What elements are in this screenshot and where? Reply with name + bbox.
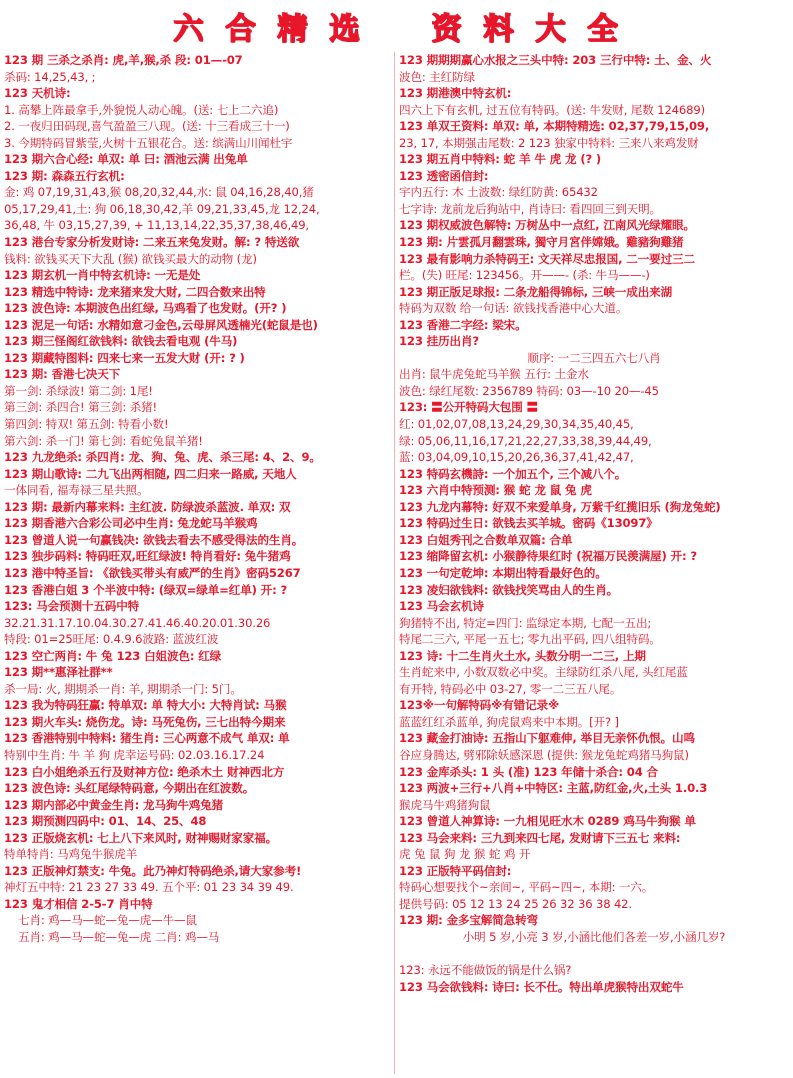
text-line: 红: 01,02,07,08,13,24,29,30,34,35,40,45, <box>399 417 634 432</box>
text-line: 钱料: 欲钱买天下大乱 (猴) 欲钱买最大的动物 (龙) <box>4 251 257 266</box>
title-char: 六 <box>173 12 206 47</box>
text-line: 36,48, 牛 03,15,27,39, + 11,13,14,22,35,37,38,46,49, <box>4 218 309 233</box>
text-line: 特码为双数 给一句话: 欲钱找香港中心大道。 <box>399 301 628 316</box>
text-line: 第三剑: 杀四合! 第三剑: 杀猪! <box>4 400 157 415</box>
left-column <box>4 52 394 1074</box>
text-line: 23, 17, 本期强击尾数: 2 123 独家中特料: 三来八来鸡发财 <box>399 135 699 150</box>
text-line: 生肖蛇来中, 小数双数必中奖。主绿防红杀八尾, 头红尾蓝 <box>399 665 688 680</box>
section-heading: 123 九龙内幕特: 好双不来爱单身, 万紫千红揽旧乐 (狗龙兔蛇) <box>399 499 721 514</box>
text-line: 有开特, 特码必中 03-27, 零一二三五八尾。 <box>399 681 622 696</box>
text-line: 五肖: 鸡—马—蛇—兔—虎 二肖: 鸡—马 <box>18 929 220 944</box>
section-heading: 123 波色诗: 头红尾绿特码意, 今期出在红波数。 <box>4 781 255 796</box>
text-line: 第四剑: 特双! 第五剑: 特看小数! <box>4 417 169 432</box>
title-char: 精 <box>277 12 310 47</box>
text-line: 小明 5 岁,小亮 3 岁,小涵比他们各差一岁,小涵几岁? <box>462 929 726 944</box>
text-line: 神灯五中特: 21 23 27 33 49. 五个平: 01 23 34 39 49. <box>4 880 294 895</box>
text-line: 杀码: 14,25,43, ; <box>4 69 96 84</box>
text-line: 七肖: 鸡—马—蛇—兔—虎—牛—鼠 <box>18 913 197 928</box>
text-line: 第一剑: 杀绿波! 第二剑: 1尾! <box>4 383 153 398</box>
section-heading: 123 六肖中特预测: 猴 蛇 龙 鼠 兔 虎 <box>399 483 592 498</box>
text-line: 四六上下有玄机, 过五位有特码。(送: 牛发财, 尾数 124689) <box>399 102 705 117</box>
text-line: 特单特肖: 马鸡兔牛猴虎羊 <box>4 847 138 862</box>
section-heading: 123 单双王资料: 单双: 单, 本期特精选: 02,37,79,15,09, <box>399 119 710 134</box>
text-line: 蓝蓝红红杀蓝单, 狗虎鼠鸡来中本期。[开? ] <box>399 714 619 729</box>
text-line: 狗猪特不出, 特定=四门: 监绿定本期, 七配一五出; <box>399 615 652 630</box>
section-heading: 123 期港澳中特玄机: <box>399 86 512 101</box>
section-heading: 123: 马会预测十五码中特 <box>4 599 140 614</box>
title-char: 料 <box>483 12 516 47</box>
section-heading: 123: 〓公开特码大包围 〓 <box>399 400 539 415</box>
section-heading: 123 白小姐绝杀五行及财神方位: 绝杀木土 财神西北方 <box>4 764 285 779</box>
section-heading: 123 诗: 十二生肖火土水, 头数分明一二三, 上期 <box>399 648 646 663</box>
section-heading: 123 期权威波色解特: 万树丛中一点红, 江南风光绿耀眼。 <box>399 218 695 233</box>
text-line: 特尾二三六, 平尾一五七; 零九出平码, 四八组特码。 <box>399 632 661 647</box>
text-line: 猴虎马牛鸡猪狗鼠 <box>399 797 491 812</box>
section-heading: 123 凌妇欲钱料: 欲钱找笑骂由人的生肖。 <box>399 582 619 597</box>
section-heading: 123 波色诗: 本期波色出红绿, 马鸡看了也发财。(开? ) <box>4 301 287 316</box>
text-line: 波色: 绿红尾数: 2356789 特码: 03—-10 20—-45 <box>399 383 659 398</box>
section-heading: 123 期五肖中特料: 蛇 羊 牛 虎 龙 (? ) <box>399 152 602 167</box>
section-heading: 123 我为特码狂赢: 特单双: 单 特大小: 大特肖试: 马猴 <box>4 698 287 713</box>
text-line: 特段: 01=25旺尾: 0.4.9.6波路: 蓝波红波 <box>4 632 219 647</box>
text-line: 金: 鸡 07,19,31,43,猴 08,20,32,44,水: 鼠 04,16,28,40,猪 <box>4 185 314 200</box>
section-heading: 123 港中特圣旨: 《欲钱买带头有威严的生肖》密码5267 <box>4 565 301 580</box>
text-line: 特码心想要找个~亲间~, 平码~四~, 本期: 一六。 <box>399 880 654 895</box>
section-heading: 123 期**惠泽社群** <box>4 665 113 680</box>
two-column-body <box>4 52 789 1074</box>
section-heading: 123 一句定乾坤: 本期出特看最好色的。 <box>399 565 607 580</box>
section-heading: 123 曾道人神算诗: 一九相见旺水木 0289 鸡马牛狗猴 单 <box>399 814 696 829</box>
section-heading: 123 金库杀头: 1 头 (准) 123 年储十杀合: 04 合 <box>399 764 658 779</box>
section-heading: 123 精选中特诗: 龙来猪来发大财, 二四合数来出特 <box>4 284 266 299</box>
title-char: 选 <box>329 12 362 47</box>
text-line: 1. 高攀上阵最拿手,外貌悦人动心魄。(送: 七上二六追) <box>4 102 279 117</box>
section-heading: 123 两波+三行+八肖+中特区: 主蓝,防红金,火,土头 1.0.3 <box>399 781 708 796</box>
text-line: 3. 今期特码冒紫莹,火树十五银花合。送: 缤满山川闻杜宇 <box>4 135 293 150</box>
text-line: 出肖: 鼠牛虎兔蛇马羊猴 五行: 土金水 <box>399 367 589 382</box>
section-heading: 123 空亡两肖: 牛 兔 123 白姐波色: 红绿 <box>4 648 222 663</box>
section-heading: 123 正版神灯禁支: 牛兔。此乃神灯特码绝杀,请大家参考! <box>4 863 302 878</box>
section-heading: 123 期火车头: 烧伤龙。诗: 马死兔伤, 三七出特今期来 <box>4 714 286 729</box>
section-heading: 123 最有影响力杀特码王: 文天祥尽忠报国, 二一要过三二 <box>399 251 695 266</box>
text-line: 绿: 05,06,11,16,17,21,22,27,33,38,39,44,49, <box>399 433 652 448</box>
section-heading: 123 香港特别中特料: 猪生肖: 三心两意不成气 单双: 单 <box>4 731 290 746</box>
section-heading: 123 港台专家分析发财诗: 二来五来兔发财。解: ? 特送欲 <box>4 235 300 250</box>
section-heading: 123 鬼才相信 2-5-7 肖中特 <box>4 896 153 911</box>
title-char: 全 <box>587 12 620 47</box>
text-line: 虎 兔 鼠 狗 龙 猴 蛇 鸡 开 <box>399 847 531 862</box>
section-heading: 123 期: 片雲孤月翻雲珠, 獨守月宮伴嫦娥。雞豬狗雞猪 <box>399 235 684 250</box>
text-line: 蓝: 03,04,09,10,15,20,26,36,37,41,42,47, <box>399 450 634 465</box>
section-heading: 123 马会来料: 三九到来四七尾, 发财请下三五七 来料: <box>399 830 681 845</box>
text-line: 第六剑: 杀一门! 第七剑: 看蛇兔鼠羊猪! <box>4 433 203 448</box>
section-heading: 123 挂历出肖? <box>399 334 479 349</box>
text-line: 波色: 主红防绿 <box>399 69 475 84</box>
section-heading: 123 期: 香港七决天下 <box>4 367 121 382</box>
section-heading: 123 期山歌诗: 二九飞出两相随, 四二归来一路威, 天地人 <box>4 466 297 481</box>
text-line: 特别中生肖: 牛 羊 狗 虎幸运号码: 02.03.16.17.24 <box>4 747 265 762</box>
text-line: 2. 一夜归田码现,喜气盈盈三八现。(送: 十三看成三十一) <box>4 119 290 134</box>
section-heading: 123 香港二字经: 梁宋。 <box>399 317 527 332</box>
section-heading: 123 透密函信封: <box>399 168 489 183</box>
text-line: 一体同看, 福寿禄三星共照。 <box>4 483 149 498</box>
section-heading: 123 期香港六合彩公司必中生肖: 兔龙蛇马羊猴鸡 <box>4 516 258 531</box>
section-heading: 123 天机诗: <box>4 86 71 101</box>
text-line: 32.21.31.17.10.04.30.27.41.46.40.20.01.30.26 <box>4 615 271 630</box>
section-heading: 123 白姐秀刊之合数单双篇: 合单 <box>399 532 573 547</box>
section-heading: 123 期: 最新内幕来料: 主红波. 防绿波杀蓝波. 单双: 双 <box>4 499 291 514</box>
title-char: 资 <box>431 12 464 47</box>
section-heading: 123 曾道人说一句赢钱决: 欲钱去看去不感受得法的生肖。 <box>4 532 304 547</box>
section-heading: 123※一句解特码※有错记录※ <box>399 698 560 713</box>
section-heading: 123 期六合心经: 单双: 单 曰: 酒池云满 出兔单 <box>4 152 248 167</box>
text-line: 谷应身腾达, 劈邪除妖感深恩 (提供: 猴龙兔蛇鸡猪马狗鼠) <box>399 747 689 762</box>
section-heading: 123 期三怪阁红欲钱料: 欲钱去看电观 (牛马) <box>4 334 238 349</box>
section-heading: 123 马会玄机诗 <box>399 599 484 614</box>
section-heading: 123 藏金打油诗: 五指山下躯难伸, 举目无亲怀仇恨。山鸣 <box>399 731 695 746</box>
page-title <box>4 0 789 52</box>
section-heading: 123 期 三杀之杀肖: 虎,羊,猴,杀 段: 01—-07 <box>4 53 243 67</box>
text-line: 栏。(失) 旺尾: 123456。开——- (杀: 牛马——-) <box>399 268 650 283</box>
section-heading: 123 期: 金多宝解简急转弯 <box>399 913 539 928</box>
text-line: 提供号码: 05 12 13 24 25 26 32 36 38 42. <box>399 896 632 911</box>
section-heading: 123 期玄机一肖中特玄机诗: 一无是处 <box>4 268 201 283</box>
section-heading: 123 特码玄機詩: 一个加五个, 三个减八个。 <box>399 466 627 481</box>
text-line: 宇内五行: 木 土波数: 绿红防黄: 65432 <box>399 185 598 200</box>
section-heading: 123 特码过生日: 欲钱去买羊城。密码《13097》 <box>399 516 658 531</box>
section-heading: 123 期: 森森五行玄机: <box>4 168 125 183</box>
section-heading: 123 香港白姐 3 个半波中特: (绿双=绿单=红单) 开: ? <box>4 582 288 597</box>
section-heading: 123 泥足一句话: 水精如意刁金色,云母屏风透楠光(蛇鼠是也) <box>4 317 318 332</box>
right-column <box>394 52 789 1074</box>
section-heading: 123 期正版足球报: 二条龙船得锦标, 三峡一成出来湖 <box>399 284 673 299</box>
section-heading: 123 期藏特图料: 四来七来一五发大财 (开: ? ) <box>4 350 245 365</box>
section-heading: 123 缩降留玄机: 小猴静待果红时 (祝福万民羡满屋) 开: ? <box>399 549 697 564</box>
text-line <box>399 946 789 963</box>
text-line: 顺序: 一二三四五六七八肖 <box>527 350 661 365</box>
text-line: 杀一局: 火, 期期杀一肖: 羊, 期期杀一门: 5门。 <box>4 681 242 696</box>
section-heading: 123 期预测四码中: 01、14、25、48 <box>4 814 207 829</box>
text-line: 05,17,29,41,土: 狗 06,18,30,42,羊 09,21,33,45,龙 12,24, <box>4 201 320 216</box>
section-heading: 123 期内部必中黄金生肖: 龙马狗牛鸡兔猪 <box>4 797 224 812</box>
section-heading: 123 正版烧玄机: 七上八下来风时, 财神赐财家家福。 <box>4 830 278 845</box>
section-heading: 123 九龙绝杀: 杀四肖: 龙、狗、兔、虎、杀三尾: 4、2、9。 <box>4 450 321 465</box>
title-char: 大 <box>535 12 568 47</box>
section-heading: 123 期期期赢心水报之三头中特: 203 三行中特: 土、金、火 <box>399 53 712 67</box>
text-line: 123: 永远不能做饭的锅是什么锅? <box>399 963 572 978</box>
section-heading: 123 独步码料: 特码旺双,旺红绿波! 特肖看好: 兔牛猪鸡 <box>4 549 291 564</box>
section-heading: 123 马会欲钱料: 诗曰: 长不仕。特出单虎猴特出双蛇牛 <box>399 979 684 994</box>
text-line: 七字诗: 龙前龙后狗站中, 肖诗曰: 看四回三到天明。 <box>399 201 661 216</box>
title-char: 合 <box>225 12 258 47</box>
section-heading: 123 正版特平码信封: <box>399 863 512 878</box>
